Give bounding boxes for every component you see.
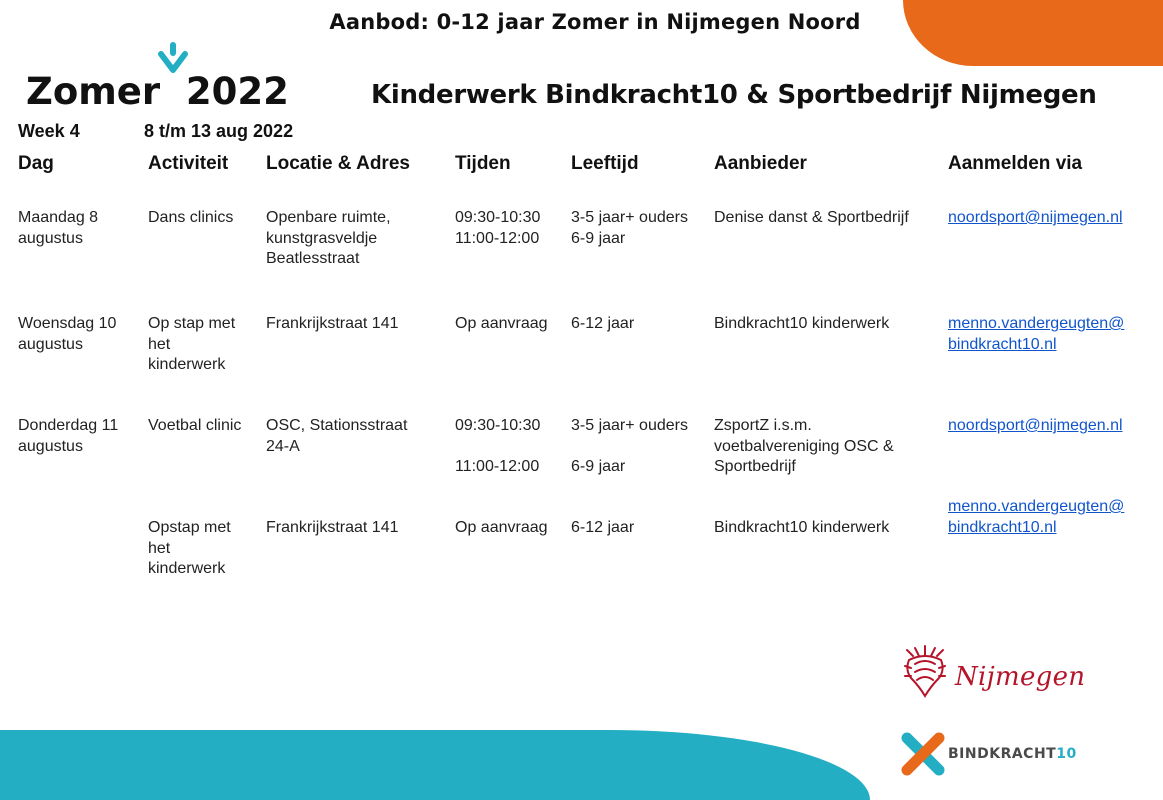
cell-aanbieder: Denise danst & Sportbedrijf (714, 209, 909, 226)
page-title: Aanbod: 0-12 jaar Zomer in Nijmegen Noord (329, 10, 861, 34)
organisation-title: Kinderwerk Bindkracht10 & Sportbedrijf Nijmegen (371, 80, 1097, 110)
column-header-leeftijd: Leeftijd (571, 153, 639, 174)
cell-locatie: OSC, Stationsstraat 24-A (266, 417, 408, 455)
week-dates: 8 t/m 13 aug 2022 (144, 121, 294, 141)
cell-leeftijd: 6-12 jaar (571, 519, 635, 536)
email-link[interactable]: menno.vandergeugten@ bindkracht10.nl (948, 315, 1125, 353)
cell-dag: Woensdag 10 augustus (18, 315, 117, 353)
cell-aanbieder: Bindkracht10 kinderwerk (714, 315, 890, 332)
column-header-aanbieder: Aanbieder (714, 153, 807, 174)
cell-activiteit: Op stap met het kinderwerk (148, 315, 236, 373)
zomer-label: Zomer (26, 70, 161, 113)
zomer-heading (26, 70, 289, 113)
cell-leeftijd: 3-5 jaar+ ouders 6-9 jaar (571, 209, 688, 247)
email-link[interactable]: noordsport@nijmegen.nl (948, 209, 1123, 226)
column-header-locatie: Locatie & Adres (266, 153, 410, 174)
cell-activiteit: Voetbal clinic (148, 417, 242, 434)
bindkracht10-logo-text: BINDKRACHT10 (948, 746, 1077, 762)
cell-locatie: Openbare ruimte, kunstgrasveldje Beatlesstraat (266, 209, 391, 267)
year-label: 2022 (185, 70, 289, 113)
cell-dag: Donderdag 11 augustus (18, 417, 119, 455)
column-header-aanmelden: Aanmelden via (948, 153, 1083, 174)
cell-activiteit: Dans clinics (148, 209, 234, 226)
email-link[interactable]: menno.vandergeugten@ bindkracht10.nl (948, 498, 1125, 536)
cell-dag: Maandag 8 augustus (18, 209, 99, 247)
cell-tijden: Op aanvraag (455, 519, 548, 536)
cell-tijden: 09:30-10:30 11:00-12:00 (455, 209, 541, 247)
cell-aanbieder: Bindkracht10 kinderwerk (714, 519, 890, 536)
nijmegen-logo-text: Nijmegen (955, 662, 1086, 692)
cell-leeftijd: 3-5 jaar+ ouders 6-9 jaar (571, 417, 688, 475)
teal-footer-wave (0, 730, 870, 800)
cell-leeftijd: 6-12 jaar (571, 315, 635, 332)
cell-aanbieder: ZsportZ i.s.m. voetbalvereniging OSC & Sportbedrijf (714, 417, 894, 475)
cell-locatie: Frankrijkstraat 141 (266, 315, 399, 332)
week-label: Week 4 (18, 121, 80, 141)
cell-locatie: Frankrijkstraat 141 (266, 519, 399, 536)
cell-tijden: Op aanvraag (455, 315, 548, 332)
bindkracht10-icon (899, 730, 947, 778)
cell-tijden: 09:30-10:30 11:00-12:00 (455, 417, 541, 475)
cell-activiteit: Opstap met het kinderwerk (148, 519, 231, 577)
email-link[interactable]: noordsport@nijmegen.nl (948, 417, 1123, 434)
column-header-tijden: Tijden (455, 153, 511, 174)
column-header-activiteit: Activiteit (148, 153, 229, 174)
column-header-dag: Dag (18, 153, 54, 174)
